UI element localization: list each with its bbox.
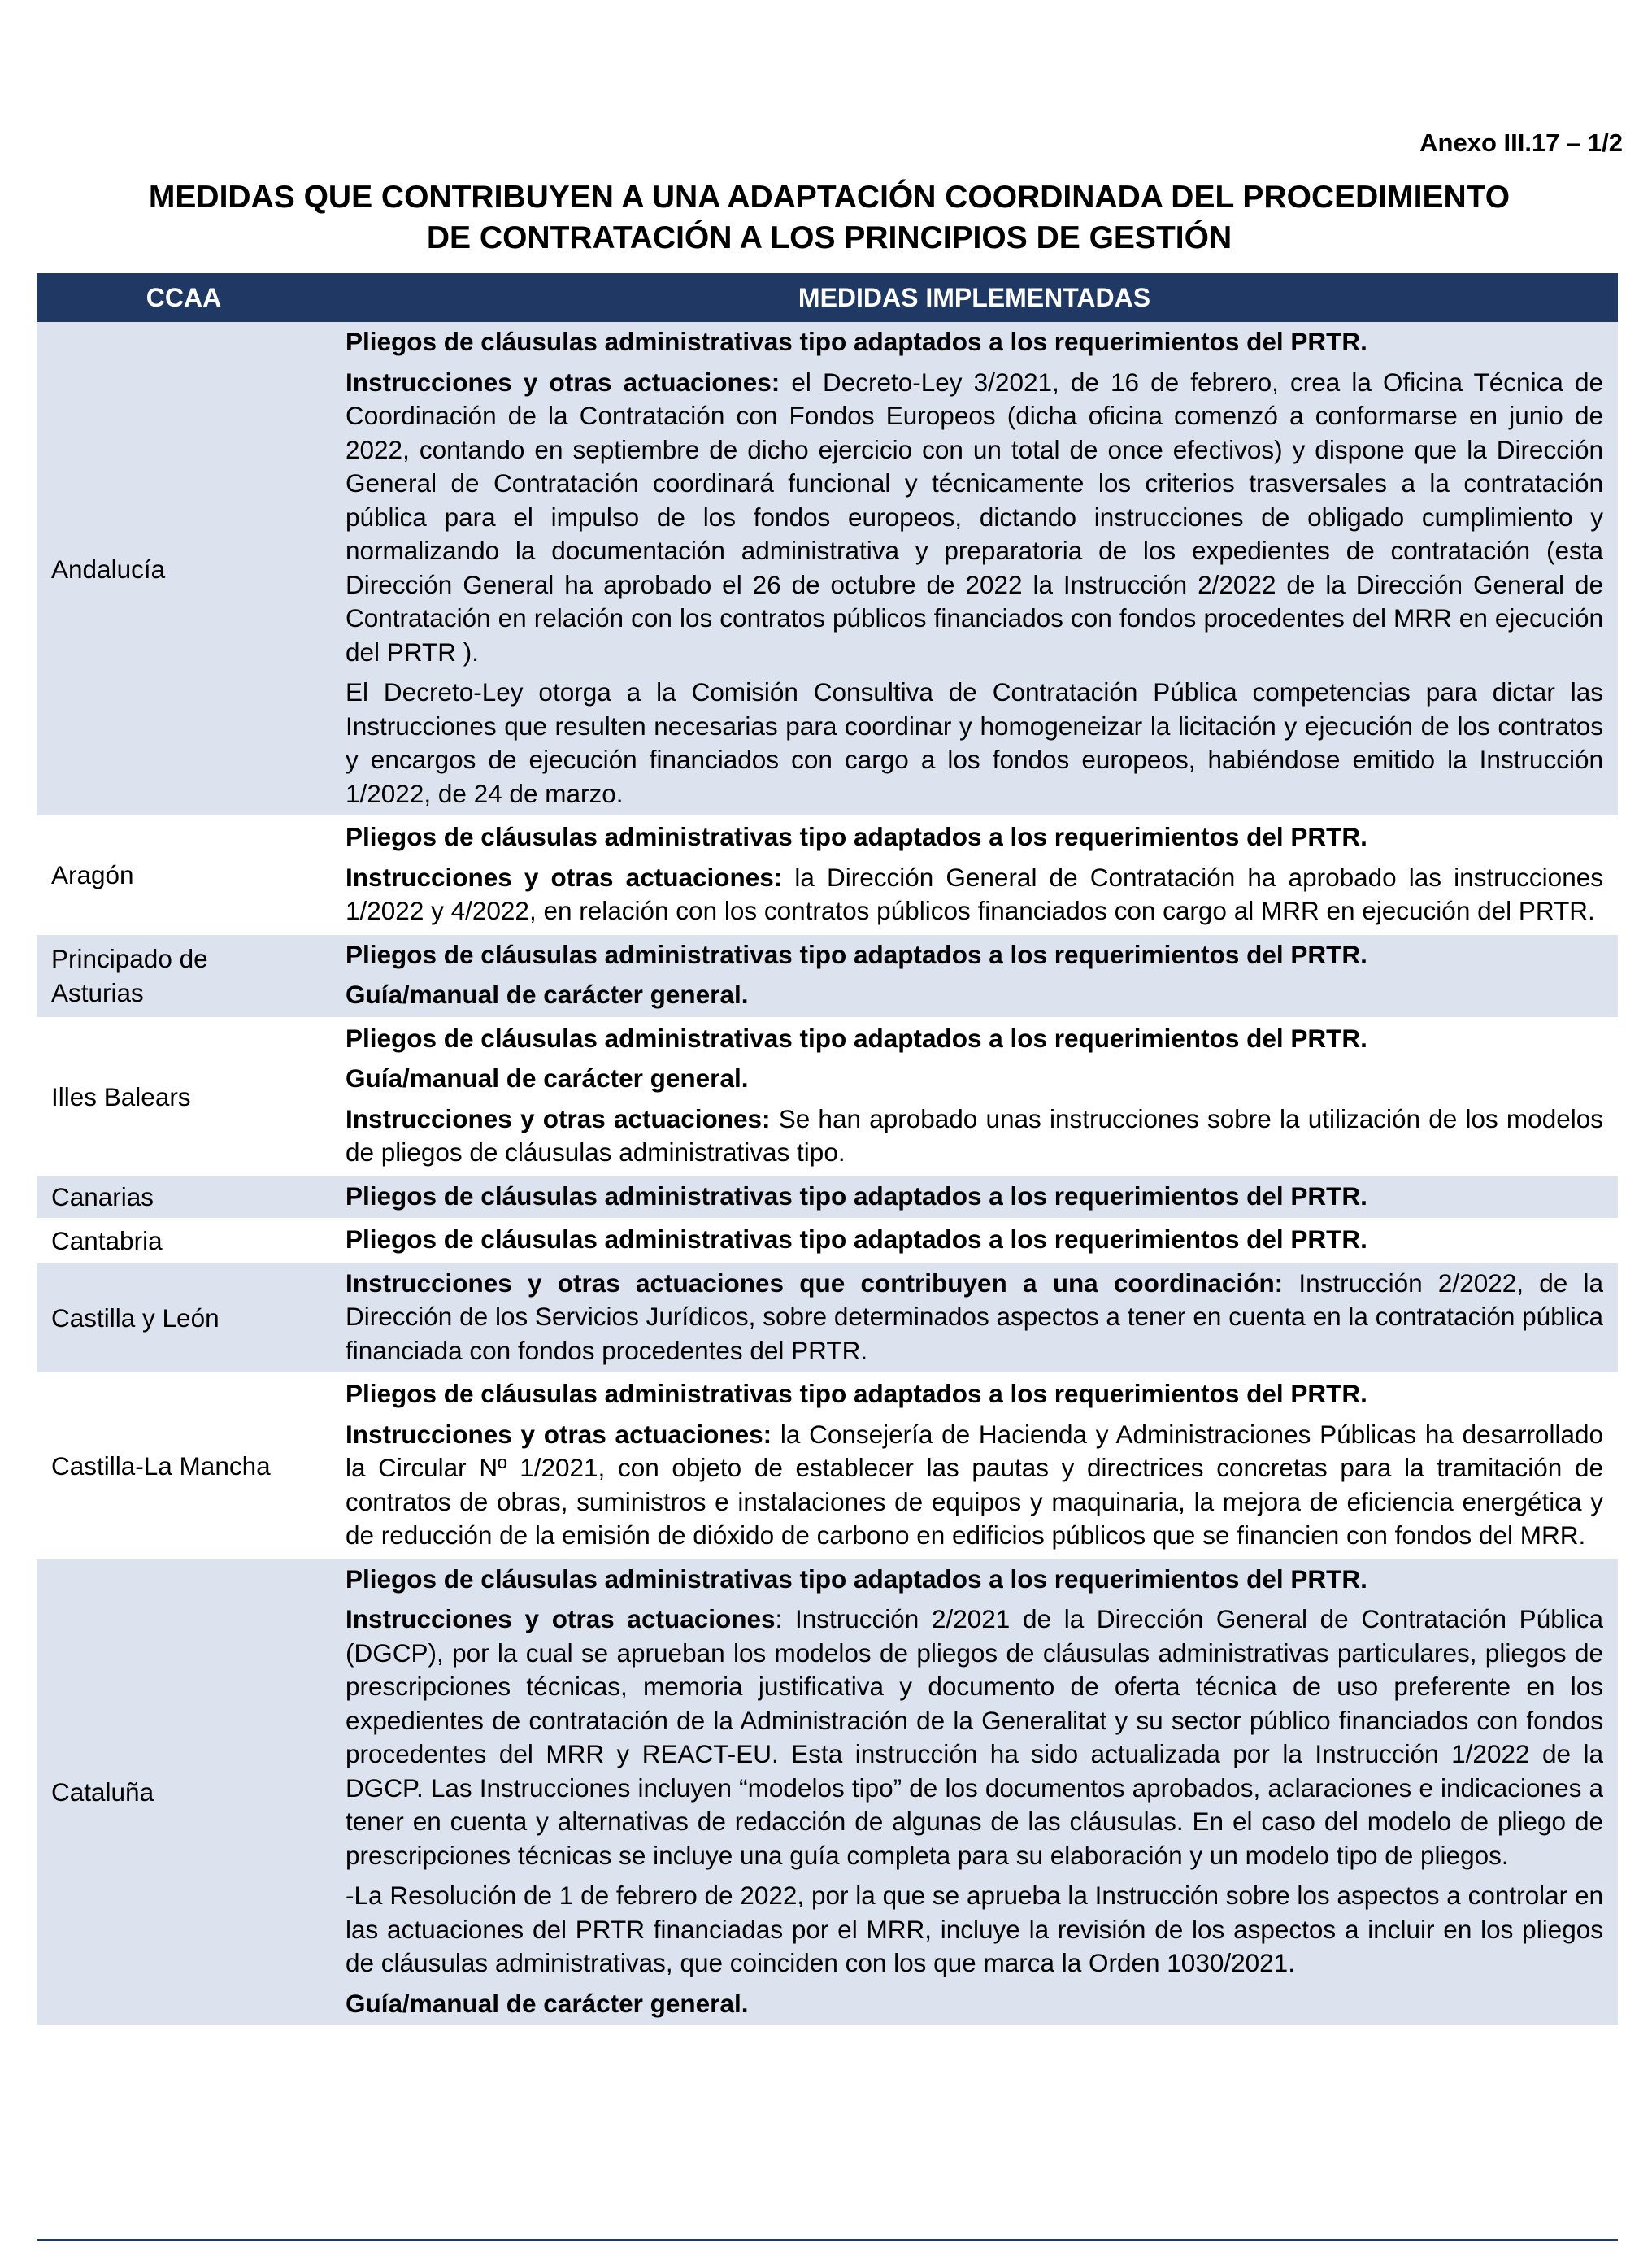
ccaa-name-line: Andalucía: [51, 554, 166, 584]
measure-heading: Instrucciones y otras actuaciones:: [346, 1419, 772, 1449]
measures-cell: [331, 1018, 1618, 1176]
table-row: [37, 1176, 1618, 1220]
measure-paragraph: [346, 1563, 1603, 1597]
measure-text: : Instrucción 2/2021 de la Dirección General de Contratación Pública (DGCP), por la cual se aprueban los modelos de pliegos de cláusulas administrativas particulares, pliegos de prescripciones técnicas, memoria justificativa y documento de oferta técnica de uso preferente en los expedientes de contratación de la Administración de la Generalitat y su sector público financiados con fondos procedentes del MRR y REACT-EU. Esta instrucción ha sido actualizada por la Instrucción 1/2022 de la DGCP. Las Instrucciones incluyen “modelos tipo” de los documentos aprobados, aclaraciones e indicaciones a tener en cuenta y alternativas de redacción de algunas de las cláusulas. En el caso del modelo de pliego de prescripciones técnicas se incluye una guía completa para su elaboración y un modelo tipo de pliegos.: [346, 1604, 1603, 1870]
measure-text: la Consejería de Hacienda y Administraciones Públicas ha desarrollado la Circular Nº 1/2021, con objeto de establecer las pautas y directrices concretas para la tramitación de contratos de obras, suministros e instalaciones de equipos y maquinaria, la mejora de eficiencia energética y de reducción de la emisión de dióxido de carbono en edificios públicos que se financien con fondos del MRR.: [346, 1419, 1603, 1550]
page-title: [49, 177, 1610, 259]
table-row: [37, 1373, 1618, 1559]
ccaa-name-line: Principado de: [51, 944, 208, 973]
measure-text: Se han aprobado unas instrucciones sobre la utilización de los modelos de pliegos de cláusulas administrativas tipo.: [346, 1103, 1603, 1167]
measure-paragraph: [346, 1603, 1603, 1872]
measure-paragraph: [346, 1223, 1603, 1257]
ccaa-name-line: Cataluña: [51, 1777, 154, 1807]
measures-cell: [331, 1219, 1618, 1263]
measure-paragraph: [346, 820, 1603, 855]
measure-paragraph: [346, 325, 1603, 359]
annex-reference: Anexo III.17 – 1/2: [1419, 128, 1623, 157]
measure-paragraph: [346, 1879, 1603, 1981]
measure-paragraph: [346, 978, 1603, 1012]
table-row: [37, 1018, 1618, 1176]
ccaa-cell: [37, 1219, 331, 1263]
measures-cell: [331, 816, 1618, 934]
measure-heading: Pliegos de cláusulas administrativas tipo adaptados a los requerimientos del PRTR.: [346, 1379, 1367, 1408]
measures-cell: [331, 1559, 1618, 2026]
ccaa-name-line: Canarias: [51, 1182, 154, 1212]
table-row: [37, 1219, 1618, 1263]
measure-heading: Instrucciones y otras actuaciones:: [346, 862, 783, 892]
table-row: [37, 934, 1618, 1018]
measures-table: [37, 273, 1618, 2025]
table-bottom-rule: [37, 2239, 1618, 2241]
ccaa-cell: [37, 1176, 331, 1220]
ccaa-cell: [37, 1373, 331, 1559]
measure-paragraph: [346, 1377, 1603, 1411]
measure-paragraph: [346, 1062, 1603, 1096]
measure-text: la Dirección General de Contratación ha aprobado las instrucciones 1/2022 y 4/2022, en relación con los contratos públicos financiados con cargo al MRR en ejecución del PRTR.: [346, 862, 1603, 925]
measure-paragraph: [346, 676, 1603, 811]
measure-paragraph: [346, 938, 1603, 972]
measure-text: Instrucción 2/2022, de la Dirección de los Servicios Jurídicos, sobre determinados aspectos a tener en cuenta en la contratación pública financiada con fondos procedentes del PRTR.: [346, 1268, 1603, 1365]
measure-heading: Pliegos de cláusulas administrativas tipo adaptados a los requerimientos del PRTR.: [346, 1224, 1367, 1254]
ccaa-cell: [37, 816, 331, 934]
table-row: [37, 816, 1618, 934]
ccaa-name-line: Castilla-La Mancha: [51, 1450, 271, 1481]
measure-heading: Instrucciones y otras actuaciones: [346, 1604, 776, 1633]
measures-cell: [331, 1176, 1618, 1220]
measure-heading: Pliegos de cláusulas administrativas tipo adaptados a los requerimientos del PRTR.: [346, 939, 1367, 969]
ccaa-cell: [37, 322, 331, 816]
measure-paragraph: [346, 1267, 1603, 1368]
page-title-line-1: MEDIDAS QUE CONTRIBUYEN A UNA ADAPTACIÓN COORDINADA DEL PROCEDIMIENTO: [148, 180, 1511, 215]
measure-paragraph: [346, 1180, 1603, 1214]
ccaa-cell: [37, 1263, 331, 1374]
measure-paragraph: [346, 1987, 1603, 2021]
ccaa-name-line: Aragón: [51, 860, 134, 890]
measure-heading: Guía/manual de carácter general.: [346, 980, 749, 1009]
measures-cell: [331, 1373, 1618, 1559]
ccaa-name-line: Cantabria: [51, 1225, 163, 1255]
ccaa-cell: [37, 1018, 331, 1176]
measure-heading: Instrucciones y otras actuaciones que contribuyen a una coordinación:: [346, 1268, 1284, 1298]
table-row: [37, 1559, 1618, 2026]
measure-heading: Pliegos de cláusulas administrativas tipo adaptados a los requerimientos del PRTR.: [346, 1563, 1367, 1594]
ccaa-name-line: Asturias: [51, 978, 144, 1007]
measure-paragraph: [346, 366, 1603, 670]
measure-heading: Pliegos de cláusulas administrativas tipo adaptados a los requerimientos del PRTR.: [346, 1181, 1367, 1211]
measure-paragraph: [346, 861, 1603, 928]
measure-paragraph: [346, 1418, 1603, 1553]
ccaa-cell: [37, 934, 331, 1018]
measure-paragraph: [346, 1102, 1603, 1170]
measure-text: -La Resolución de 1 de febrero de 2022, por la que se aprueba la Instrucción sobre los aspectos a controlar en las actuaciones del PRTR financiadas por el MRR, incluye la revisión de los aspectos a incluir en los pliegos de cláusulas administrativas, que coinciden con los que marca la Orden 1030/2021.: [346, 1881, 1603, 1977]
measure-heading: Pliegos de cláusulas administrativas tipo adaptados a los requerimientos del PRTR.: [346, 1023, 1367, 1053]
header-ccaa: CCAA: [37, 273, 331, 322]
page-title-line-2: DE CONTRATACIÓN A LOS PRINCIPIOS DE GESTIÓN: [426, 220, 1232, 255]
table-row: [37, 322, 1618, 816]
measures-cell: [331, 934, 1618, 1018]
measure-heading: Pliegos de cláusulas administrativas tipo adaptados a los requerimientos del PRTR.: [346, 327, 1367, 356]
measure-heading: Guía/manual de carácter general.: [346, 1063, 749, 1093]
ccaa-name-line: Illes Balears: [51, 1081, 191, 1111]
header-medidas: MEDIDAS IMPLEMENTADAS: [331, 273, 1618, 322]
measure-heading: Instrucciones y otras actuaciones:: [346, 367, 780, 397]
table-body: [37, 322, 1618, 2025]
measures-cell: [331, 1263, 1618, 1374]
ccaa-cell: [37, 1559, 331, 2026]
table-row: [37, 1263, 1618, 1374]
table-header-row: [37, 273, 1618, 322]
measure-heading: Pliegos de cláusulas administrativas tipo adaptados a los requerimientos del PRTR.: [346, 822, 1367, 851]
measure-heading: Guía/manual de carácter general.: [346, 1988, 749, 2018]
measures-cell: [331, 322, 1618, 816]
measure-paragraph: [346, 1022, 1603, 1056]
measure-text: El Decreto-Ley otorga a la Comisión Consultiva de Contratación Pública competencias para dictar las Instrucciones que resulten necesarias para coordinar y homogeneizar la licitación y ejecución de los contratos y encargos de ejecución financiados con cargo a los fondos europeos, habiéndose emitido la Instrucción 1/2022, de 24 de marzo.: [346, 677, 1603, 808]
ccaa-name-line: Castilla y León: [51, 1302, 220, 1333]
measure-heading: Instrucciones y otras actuaciones:: [346, 1103, 771, 1133]
measure-text: el Decreto-Ley 3/2021, de 16 de febrero, crea la Oficina Técnica de Coordinación de la Contratación con Fondos Europeos (dicha oficina comenzó a conformarse en junio de 2022, contando en septiembre de dicho ejercicio con un total de once efectivos) y dispone que la Dirección General de Contratación coordinará funcional y técnicamente los criterios trasversales a la contratación pública para el impulso de los fondos europeos, dictando instrucciones de obligado cumplimiento y normalizando la documentación administrativa y preparatoria de los expedientes de contratación (esta Dirección General ha aprobado el 26 de octubre de 2022 la Instrucción 2/2022 de la Dirección General de Contratación en relación con los contratos públicos financiados con fondos procedentes del MRR en ejecución del PRTR ).: [346, 367, 1603, 667]
